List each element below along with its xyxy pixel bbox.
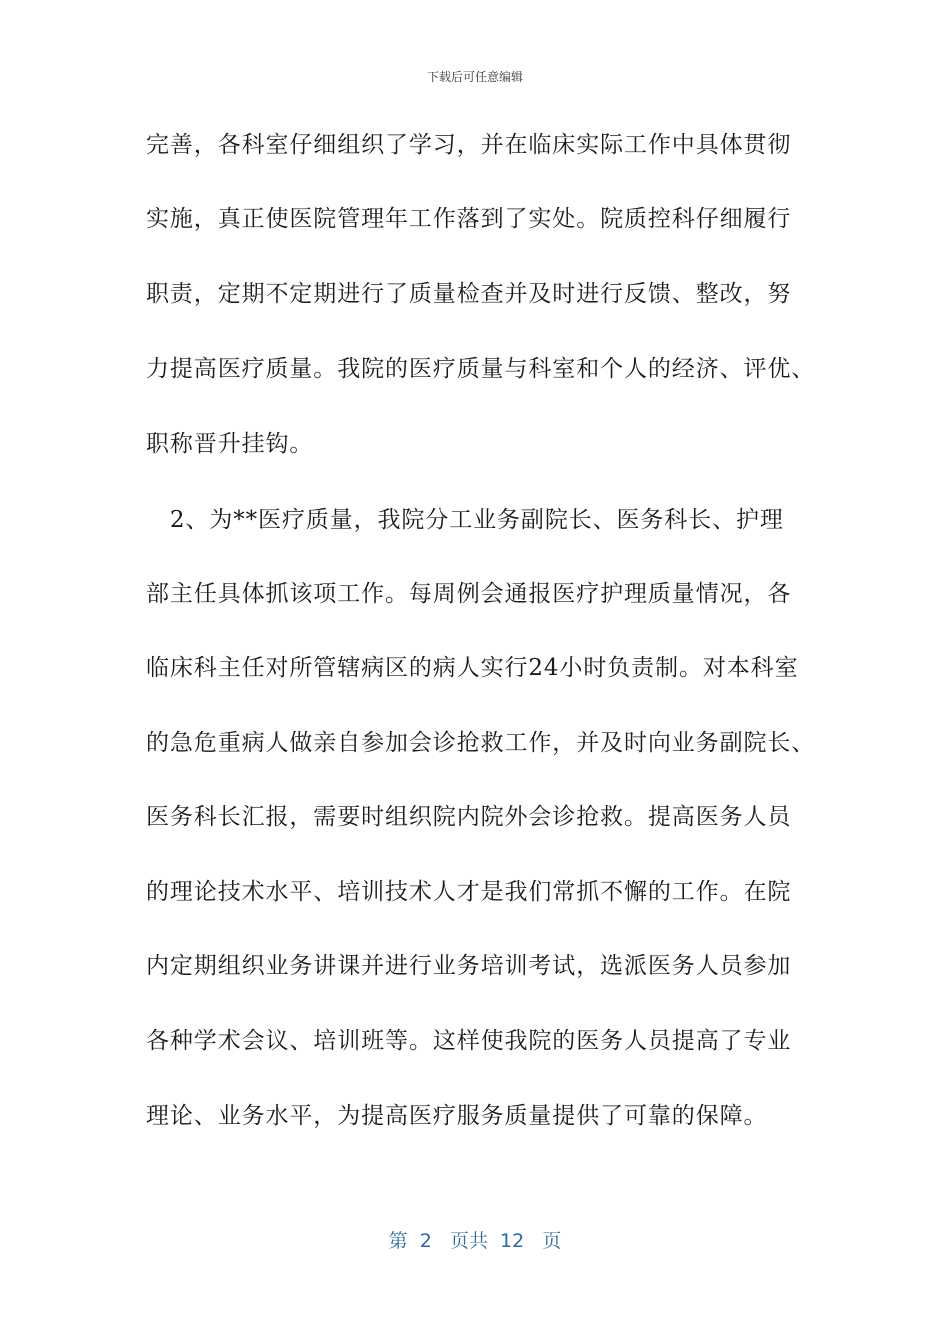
paragraph-line: 理论、业务水平，为提高医疗服务质量提供了可靠的保障。 bbox=[146, 1103, 768, 1129]
paragraph-line: 力提高医疗质量。我院的医疗质量与科室和个人的经济、评优、 bbox=[146, 356, 816, 382]
header-note: 下载后可任意编辑 bbox=[426, 70, 523, 84]
paragraph-line: 职责，定期不定期进行了质量检查并及时进行反馈、整改，努 bbox=[146, 281, 792, 307]
paragraph-line: 的理论技术水平、培训技术人才是我们常抓不懈的工作。在院 bbox=[146, 879, 792, 905]
paragraph-line: 医务科长汇报，需要时组织院内院外会诊抢救。提高医务人员 bbox=[146, 804, 792, 830]
page-number: 第 2 页共 12 页 bbox=[388, 1230, 562, 1252]
paragraph-line: 内定期组织业务讲课并进行业务培训考试，选派医务人员参加 bbox=[146, 953, 792, 979]
paragraph-line: 临床科主任对所管辖病区的病人实行24小时负责制。对本科室 bbox=[146, 655, 799, 681]
paragraph-line: 实施，真正使医院管理年工作落到了实处。院质控科仔细履行 bbox=[146, 206, 792, 232]
paragraph-line: 部主任具体抓该项工作。每周例会通报医疗护理质量情况，各 bbox=[146, 581, 792, 607]
paragraph-line: 各种学术会议、培训班等。这样使我院的医务人员提高了专业 bbox=[146, 1028, 792, 1054]
paragraph-line: 的急危重病人做亲自参加会诊抢救工作，并及时向业务副院长、 bbox=[146, 730, 816, 756]
paragraph-line: 职称晋升挂钩。 bbox=[146, 431, 314, 457]
paragraph-line: 2、为**医疗质量，我院分工业务副院长、医务科长、护理 bbox=[146, 507, 784, 533]
paragraph-line: 完善，各科室仔细组织了学习，并在临床实际工作中具体贯彻 bbox=[146, 132, 792, 158]
